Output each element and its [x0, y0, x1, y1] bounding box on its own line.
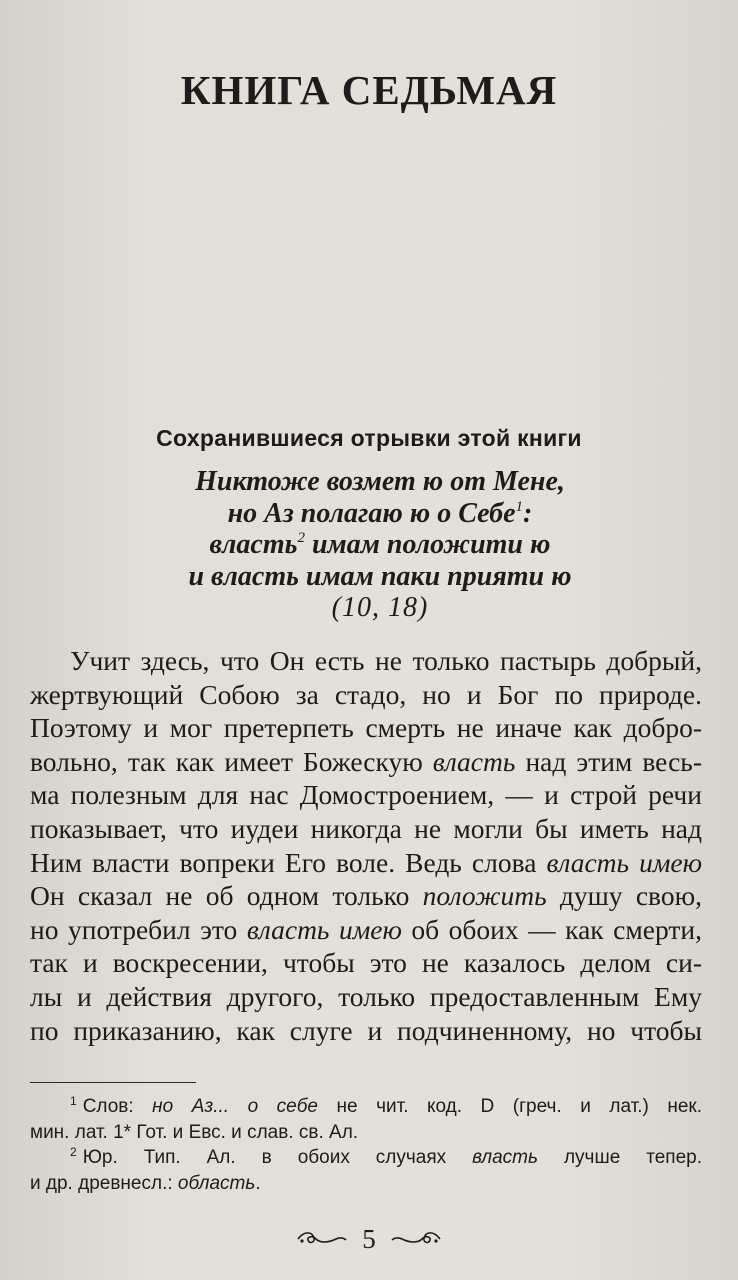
body-line: лы и действия другого, только предоставленным Ему: [30, 980, 702, 1012]
epigraph: [80, 466, 680, 624]
body-line: показывает, что иудеи никогда не могли бы иметь над: [30, 812, 702, 844]
footnote-text-run: Слов:: [82, 1096, 153, 1117]
body-italic-run: власть: [432, 745, 516, 777]
body-line: [30, 913, 702, 947]
epigraph-line-4: и власть имам паки прияти ю: [188, 560, 572, 592]
epigraph-line-2: [80, 498, 680, 530]
body-text-run: об обоих — как смерти,: [401, 913, 702, 945]
footnote-italic-run: власть: [472, 1147, 538, 1168]
book-title: КНИГА СЕДЬМАЯ: [180, 67, 558, 113]
footnote-2-line-1: [30, 1145, 702, 1171]
footnote-divider: [30, 1082, 196, 1083]
body-italic-run: положить: [422, 880, 547, 912]
footnote-text-run: лучше тепер.: [538, 1147, 702, 1168]
section-title: Сохранившиеся отрывки этой книги: [156, 425, 582, 451]
footnote-number-1: 1: [70, 1094, 77, 1108]
body-line: ма полезным для нас Домостроением, — и строй речи: [30, 779, 702, 811]
body-italic-run: власть имею: [246, 913, 402, 945]
footnote-text-run: и др. древнесл.:: [30, 1172, 178, 1194]
body-paragraph: [30, 644, 702, 1047]
body-line: [30, 846, 702, 880]
epigraph-line-3-a: власть: [209, 529, 298, 560]
body-text-run: но употребил это: [30, 913, 247, 945]
body-text-run: душу свою,: [546, 880, 703, 912]
body-line: жертвующий Собою за стадо, но и Бог по природе.: [30, 678, 702, 710]
body-text-run: Ним власти вопреки Его воле. Ведь слова: [30, 846, 547, 878]
flourish-right-icon: [390, 1224, 442, 1255]
page-number: 5: [362, 1224, 376, 1255]
body-line: [30, 879, 702, 913]
epigraph-line-3: [80, 529, 680, 561]
footnotes: [30, 1094, 702, 1196]
footnote-marker-1: 1: [515, 498, 524, 515]
footnote-text-run: Юр. Тип. Ал. в обоих случаях: [82, 1147, 473, 1168]
flourish-left-icon: [296, 1224, 348, 1255]
body-line: так и воскресении, чтобы это не казалось делом си-: [30, 947, 702, 979]
epigraph-reference: (10, 18): [331, 592, 429, 623]
footnote-italic-run: область: [177, 1172, 256, 1194]
epigraph-line-3-b: имам положити ю: [304, 529, 551, 560]
epigraph-line-2-text: но Аз полагаю ю о Себе: [227, 497, 516, 529]
epigraph-line-2-end: :: [523, 497, 533, 529]
footnote-1-line-2: мин. лат. 1* Гот. и Евс. и слав. св. Ал.: [30, 1121, 359, 1143]
body-line: [30, 745, 702, 779]
body-line: по приказанию, как слуге и подчиненному, но чтобы: [30, 1014, 702, 1046]
footnote-number-2: 2: [70, 1145, 77, 1159]
body-text-run: Он сказал не об одном только: [30, 880, 423, 912]
footnote-1-line-1: [30, 1094, 702, 1120]
body-text-run: над этим весь-: [515, 745, 702, 777]
footnote-marker-2: 2: [297, 530, 305, 546]
epigraph-line-1: Никтоже возмет ю от Мене,: [195, 466, 565, 497]
footnote-2-line-2: [30, 1171, 702, 1197]
body-text-run: вольно, так как имеет Божескую: [30, 745, 433, 777]
footnote-text-run: .: [255, 1172, 261, 1194]
body-line: Учит здесь, что Он есть не только пастырь добрый,: [70, 645, 702, 676]
page-footer: [0, 1222, 738, 1255]
footnote-italic-run: но Аз... о себе: [152, 1096, 318, 1117]
footnote-text-run: не чит. код. D (греч. и лат.) нек.: [317, 1096, 702, 1117]
body-italic-run: власть имею: [546, 846, 702, 878]
body-line: Поэтому и мог претерпеть смерть не иначе как добро-: [30, 712, 702, 744]
